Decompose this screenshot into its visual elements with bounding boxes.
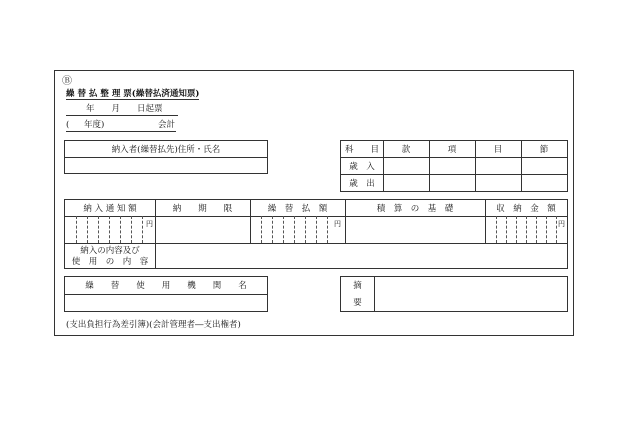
payer-box — [64, 140, 268, 174]
subject-col-kan: 款 — [401, 145, 411, 155]
header-received-amount: 収 納 金 額 — [496, 204, 556, 214]
yen-unit-notice: 円 — [146, 220, 153, 228]
date-underline — [66, 115, 178, 116]
subject-col-label: 科 目 — [344, 145, 379, 155]
header-calc-basis: 積 算 の 基 礎 — [376, 204, 454, 214]
agency-box — [64, 276, 268, 312]
form-mark: Ⓑ — [62, 76, 72, 87]
subject-col-moku: 目 — [493, 145, 503, 155]
summary-label-top: 摘 — [353, 281, 362, 291]
header-advance-payment: 繰 替 払 額 — [267, 204, 328, 214]
date-line: 年 月 日起票 — [86, 104, 163, 114]
subject-col-kou: 項 — [447, 145, 457, 155]
fiscal-year-label: 年度) — [84, 120, 105, 130]
account-label: 会計 — [158, 120, 176, 130]
year-open: ( — [66, 120, 70, 130]
summary-label-bottom: 要 — [353, 298, 362, 308]
header-notice-amount: 納 入 通 知 額 — [83, 204, 137, 214]
subject-table — [340, 140, 568, 192]
summary-box — [340, 276, 568, 312]
amount-table — [64, 199, 568, 269]
yen-unit-advance: 円 — [334, 220, 341, 228]
subject-col-setsu: 節 — [539, 145, 549, 155]
yen-unit-received: 円 — [558, 220, 565, 228]
header-due-date: 納 期 限 — [172, 204, 233, 214]
agency-label: 繰 替 使 用 機 関 名 — [85, 281, 247, 291]
content-label-line2: 使 用 の 内 容 — [71, 257, 149, 267]
form-title: 繰 替 払 整 理 票(繰替払済通知票) — [66, 89, 200, 99]
footer-note: (支出負担行為差引簿)(会計管理者―支出権者) — [66, 320, 241, 330]
content-label-line1: 納入の内容及び — [80, 246, 140, 256]
row-revenue-label: 歳 入 — [349, 162, 375, 172]
payer-label: 納入者(繰替払先)住所・氏名 — [111, 145, 221, 155]
year-underline — [66, 131, 176, 132]
row-expenditure-label: 歳 出 — [349, 179, 375, 189]
